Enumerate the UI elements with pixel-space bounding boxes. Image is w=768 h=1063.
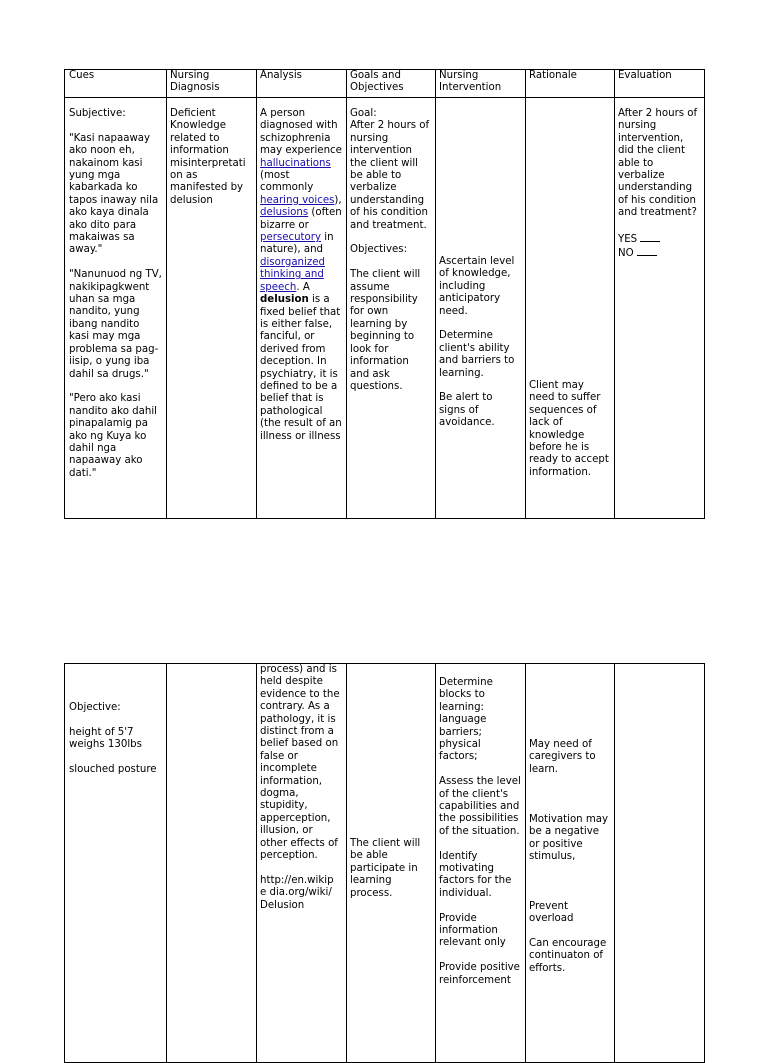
intervention-item: Determine blocks to learning: language barriers; physical factors;: [439, 677, 493, 763]
evaluation-question: After 2 hours of nursing intervention, did the client able to verbalize understanding of his condition and treatment?: [618, 108, 698, 219]
objective-label: Objective:: [69, 702, 121, 713]
delusions-link[interactable]: delusions: [260, 207, 309, 219]
analysis-text: [260, 108, 342, 443]
column-divider: [614, 664, 615, 1062]
yes-label: YES: [618, 234, 638, 246]
objective-text: The client will assume responsibility for own learning by beginning to look for information and ask questions.: [350, 269, 421, 392]
header-cues: Cues: [69, 70, 95, 81]
header-nursing-diagnosis: Nursing Diagnosis: [170, 70, 220, 94]
header-nursing-intervention: Nursing Intervention: [439, 70, 502, 94]
analysis-text-segment: ),: [334, 194, 342, 206]
intervention-item: Identify motivating factors for the individual.: [439, 850, 512, 899]
subjective-quote: "Kasi napaaway ako noon eh, nakainom kasi yung mga kabarkada ko tapos inaway nila ako kaya dinala ako dito para makaiwas sa away.": [69, 132, 159, 256]
yes-option: [618, 232, 700, 246]
analysis-cell: [256, 108, 346, 443]
rationale2-item: May need of caregivers to learn.: [529, 739, 596, 775]
diagnosis-cell: [166, 108, 256, 207]
objective-cues-cell: [65, 702, 166, 776]
care-plan-table-page1: [64, 69, 705, 519]
rationale-text: Client may need to suffer sequences of lack of knowledge before he is ready to accept information.: [529, 380, 609, 478]
subjective-quote: "Pero ako kasi nandito ako dahil pinapalamig pa ako ng Kuya ko dahil nga napaaway ako dati.": [69, 393, 157, 479]
source-url: http://en.wikip e dia.org/wiki/ Delusion: [260, 874, 334, 911]
intervention-item: Assess the level of the client's capabilities and the possibilities of the situation.: [439, 776, 521, 837]
intervention-item: Determine client's ability and barriers to learning.: [439, 330, 515, 379]
goal2-text: The client will be able participate in learning process.: [350, 838, 421, 899]
cues-cell: [65, 108, 166, 480]
posture-text: slouched posture: [69, 764, 157, 775]
analysis-text-segment: (often bizarre or: [260, 207, 342, 231]
analysis-text-segment: A person diagnosed with schizophrenia may experience: [260, 108, 342, 157]
analysis-text-segment: (most commonly: [260, 170, 314, 194]
height-weight-text: height of 5'7 weighs 130lbs: [69, 726, 142, 751]
rationale-cell: [525, 380, 614, 479]
intervention-item: Ascertain level of knowledge, including anticipatory need.: [439, 256, 515, 317]
column-divider: [166, 664, 167, 1062]
analysis-continued-cell: [256, 664, 346, 912]
header-evaluation: Evaluation: [618, 70, 672, 81]
goal2-cell: [346, 838, 435, 900]
analysis-text-segment: . A: [296, 281, 310, 293]
rationale2-item: Can encourage continuaton of efforts.: [529, 938, 607, 974]
delusion-bold-term: delusion: [260, 294, 309, 306]
no-blank-line[interactable]: [637, 246, 657, 256]
interventions-cell: [435, 256, 525, 430]
disorganized-thinking-link[interactable]: disorganized thinking and speech: [260, 256, 325, 293]
hallucinations-link[interactable]: hallucinations: [260, 157, 331, 169]
evaluation-cell: [614, 108, 704, 261]
care-plan-table-page2: [64, 663, 705, 1063]
intervention-item: Be alert to signs of avoidance.: [439, 392, 495, 429]
interventions2-cell: [435, 677, 525, 987]
header-goals-objectives: Goals and Objectives: [350, 70, 404, 94]
analysis-text-segment: is a fixed belief that is either false, fanciful, or derived from deception. In psychiatry, it is defined to be a belief that is pathological (the result of an illness or illness: [260, 294, 342, 442]
goal-label: Goal:: [350, 108, 377, 119]
goals-cell: [346, 108, 435, 393]
analysis-continued-text: process) and is held despite evidence to the contrary. As a pathology, it is distinct from a belief based on false or incomplete information, dogma, stupidity, apperception, illusion, or other effects of perception.: [260, 664, 340, 862]
no-label: NO: [618, 248, 634, 260]
intervention-item: Provide positive reinforcement: [439, 962, 520, 986]
goal-text: After 2 hours of nursing intervention the client will be able to verbalize understanding of his condition and treatment.: [350, 120, 430, 231]
intervention-item: Provide information relevant only: [439, 912, 506, 949]
header-analysis: Analysis: [260, 70, 302, 81]
rationale2-item: Motivation may be a negative or positive stimulus,: [529, 814, 609, 863]
analysis-text-segment: in nature), and: [260, 232, 334, 256]
header-rationale: Rationale: [529, 70, 577, 81]
yes-blank-line[interactable]: [640, 232, 660, 242]
subjective-label: Subjective:: [69, 108, 126, 119]
hearing-voices-link[interactable]: hearing voices: [260, 194, 335, 206]
objectives-label: Objectives:: [350, 244, 408, 256]
subjective-quote: "Nanunuod ng TV, nakikipagkwent uhan sa mga nandito, yung ibang nandito kasi may mga problema sa pag-iisip, o yung iba dahil sa drugs.": [69, 269, 162, 380]
rationale2-item: Prevent overload: [529, 901, 574, 925]
diagnosis-text: Deficient Knowledge related to information misinterpretati on as manifested by delusion: [170, 108, 246, 206]
persecutory-link[interactable]: persecutory: [260, 232, 322, 244]
no-option: [618, 246, 700, 260]
